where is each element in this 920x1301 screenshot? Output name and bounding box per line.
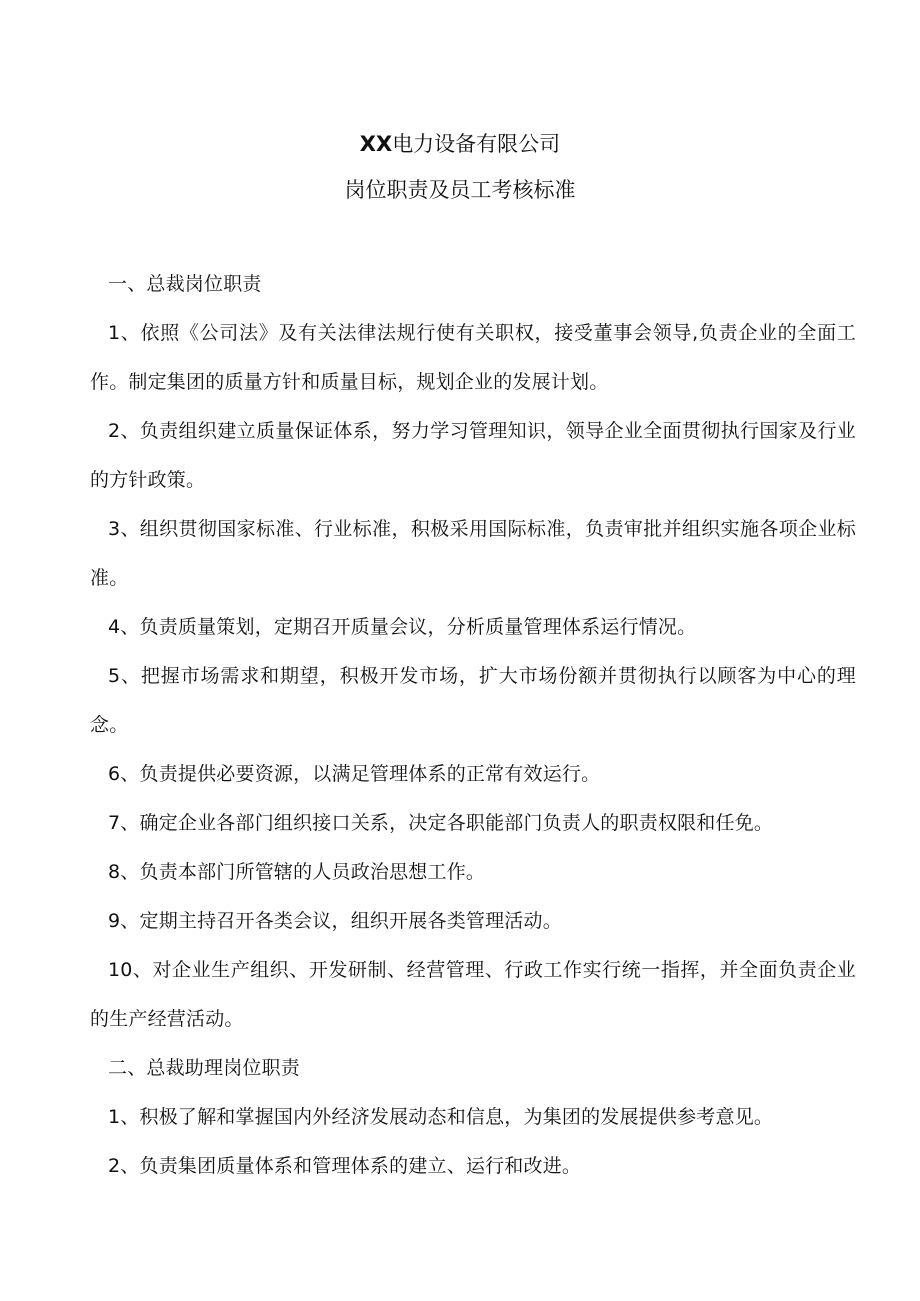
company-prefix: XX <box>359 132 393 156</box>
paragraph: 1、依照《公司法》及有关法律法规行使有关职权，接受董事会领导,负责企业的全面工作。制定集团的质量方针和质量目标，规划企业的发展计划。 <box>90 322 856 393</box>
paragraph: 5、把握市场需求和期望，积极开发市场，扩大市场份额并贯彻执行以顾客为中心的理念。 <box>90 665 856 736</box>
paragraph: 2、负责组织建立质量保证体系，努力学习管理知识，领导企业全面贯彻执行国家及行业的方针政策。 <box>90 420 856 491</box>
paragraph: 10、对企业生产组织、开发研制、经营管理、行政工作实行统一指挥，并全面负责企业的生产经营活动。 <box>90 959 856 1030</box>
document-subtitle: 岗位职责及员工考核标准 <box>344 178 576 202</box>
paragraph: 2、负责集团质量体系和管理体系的建立、运行和改进。 <box>108 1155 582 1177</box>
paragraph: 3、组织贯彻国家标准、行业标准，积极采用国际标准，负责审批并组织实施各项企业标准。 <box>90 518 856 589</box>
section-heading: 一、总裁岗位职责 <box>108 273 262 295</box>
section-heading: 二、总裁助理岗位职责 <box>108 1057 301 1079</box>
paragraph: 1、积极了解和掌握国内外经济发展动态和信息，为集团的发展提供参考意见。 <box>108 1106 774 1128</box>
paragraph: 4、负责质量策划，定期召开质量会议，分析质量管理体系运行情况。 <box>108 616 697 638</box>
paragraph: 7、确定企业各部门组织接口关系，决定各职能部门负责人的职责权限和任免。 <box>108 812 774 834</box>
paragraph: 6、负责提供必要资源，以满足管理体系的正常有效运行。 <box>108 763 601 785</box>
document-body <box>90 260 856 1191</box>
paragraph: 8、负责本部门所管辖的人员政治思想工作。 <box>108 861 486 883</box>
paragraph: 9、定期主持召开各类会议，组织开展各类管理活动。 <box>108 910 562 932</box>
company-name: 电力设备有限公司 <box>392 132 561 156</box>
document-title <box>0 128 920 158</box>
